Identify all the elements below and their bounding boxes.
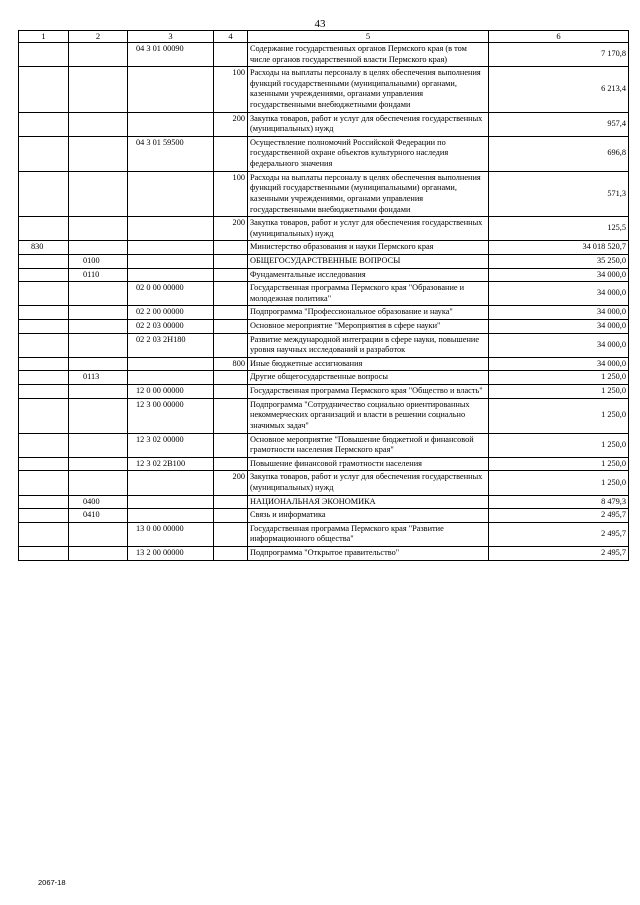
table-row [19,495,629,509]
section-code-cell [69,471,128,495]
table-row [19,306,629,320]
item-name-cell: Осуществление полномочий Российской Федерации по государственной охране объектов культурного наследия федерального значения [248,136,489,171]
ministry-code-cell [19,433,69,457]
item-name-cell: Иные бюджетные ассигнования [248,357,489,371]
item-name-cell: Развитие международной интеграции в сфере науки, повышение уровня научных исследований и разработок [248,333,489,357]
table-row [19,268,629,282]
section-code-cell [69,282,128,306]
ministry-code-cell [19,385,69,399]
target-article-cell [128,471,214,495]
ministry-code-cell [19,217,69,241]
expense-type-cell: 100 [214,67,248,112]
ministry-code-cell [19,43,69,67]
section-code-cell [69,546,128,560]
amount-cell: 34 000,0 [489,282,629,306]
section-code-cell: 0113 [69,371,128,385]
amount-cell: 1 250,0 [489,385,629,399]
target-article-cell [128,241,214,255]
section-code-cell: 0110 [69,268,128,282]
target-article-cell: 12 3 00 00000 [128,398,214,433]
ministry-code-cell [19,306,69,320]
section-code-cell [69,357,128,371]
section-code-cell [69,522,128,546]
expense-type-cell [214,457,248,471]
column-header: 2 [69,31,128,43]
ministry-code-cell [19,457,69,471]
target-article-cell: 04 3 01 59500 [128,136,214,171]
table-row [19,433,629,457]
item-name-cell: Закупка товаров, работ и услуг для обеспечения государственных (муниципальных) нужд [248,471,489,495]
table-row [19,546,629,560]
amount-cell: 34 000,0 [489,320,629,334]
amount-cell: 696,8 [489,136,629,171]
target-article-cell: 12 3 02 2В100 [128,457,214,471]
table-row [19,398,629,433]
item-name-cell: Закупка товаров, работ и услуг для обеспечения государственных (муниципальных) нужд [248,112,489,136]
budget-table [18,30,629,561]
table-row [19,333,629,357]
expense-type-cell [214,254,248,268]
section-code-cell [69,136,128,171]
target-article-cell: 12 0 00 00000 [128,385,214,399]
item-name-cell: Основное мероприятие "Мероприятия в сфере науки" [248,320,489,334]
item-name-cell: Подпрограмма "Профессиональное образование и наука" [248,306,489,320]
ministry-code-cell [19,357,69,371]
item-name-cell: ОБЩЕГОСУДАРСТВЕННЫЕ ВОПРОСЫ [248,254,489,268]
column-header: 5 [248,31,489,43]
expense-type-cell [214,546,248,560]
section-code-cell [69,67,128,112]
column-header: 6 [489,31,629,43]
target-article-cell [128,509,214,523]
amount-cell: 34 000,0 [489,268,629,282]
expense-type-cell [214,398,248,433]
section-code-cell [69,320,128,334]
ministry-code-cell [19,67,69,112]
section-code-cell [69,171,128,216]
table-row [19,522,629,546]
section-code-cell [69,333,128,357]
amount-cell: 2 495,7 [489,509,629,523]
document-code: 2067-18 [38,878,66,887]
expense-type-cell [214,241,248,255]
item-name-cell: Государственная программа Пермского края "Развитие информационного общества" [248,522,489,546]
item-name-cell: Расходы на выплаты персоналу в целях обеспечения выполнения функций государственными (муниципальными) органами, казенными учреждениями, органами управления государственными внебюджетными фондами [248,171,489,216]
table-row [19,320,629,334]
target-article-cell [128,371,214,385]
target-article-cell [128,268,214,282]
target-article-cell: 02 2 03 2Н180 [128,333,214,357]
expense-type-cell [214,320,248,334]
ministry-code-cell [19,471,69,495]
item-name-cell: Закупка товаров, работ и услуг для обеспечения государственных (муниципальных) нужд [248,217,489,241]
amount-cell: 7 170,8 [489,43,629,67]
expense-type-cell [214,385,248,399]
target-article-cell [128,495,214,509]
table-row [19,509,629,523]
target-article-cell [128,217,214,241]
item-name-cell: Другие общегосударственные вопросы [248,371,489,385]
table-row [19,254,629,268]
ministry-code-cell [19,371,69,385]
expense-type-cell [214,282,248,306]
item-name-cell: Государственная программа Пермского края "Образование и молодежная политика" [248,282,489,306]
amount-cell: 1 250,0 [489,457,629,471]
table-row [19,43,629,67]
amount-cell: 35 250,0 [489,254,629,268]
table-row [19,136,629,171]
amount-cell: 2 495,7 [489,546,629,560]
amount-cell: 571,3 [489,171,629,216]
section-code-cell [69,433,128,457]
item-name-cell: Расходы на выплаты персоналу в целях обеспечения выполнения функций государственными (муниципальными) органами, казенными учреждениями, органами управления государственными внебюджетными фондами [248,67,489,112]
expense-type-cell [214,306,248,320]
amount-cell: 125,5 [489,217,629,241]
expense-type-cell: 200 [214,217,248,241]
table-row [19,171,629,216]
table-row [19,457,629,471]
table-row [19,67,629,112]
item-name-cell: Основное мероприятие "Повышение бюджетной и финансовой грамотности населения Пермского края" [248,433,489,457]
amount-cell: 8 479,3 [489,495,629,509]
table-row [19,241,629,255]
amount-cell: 1 250,0 [489,371,629,385]
section-code-cell: 0400 [69,495,128,509]
ministry-code-cell: 830 [19,241,69,255]
expense-type-cell [214,268,248,282]
item-name-cell: НАЦИОНАЛЬНАЯ ЭКОНОМИКА [248,495,489,509]
item-name-cell: Связь и информатика [248,509,489,523]
section-code-cell [69,43,128,67]
amount-cell: 34 018 520,7 [489,241,629,255]
target-article-cell [128,67,214,112]
expense-type-cell [214,522,248,546]
ministry-code-cell [19,254,69,268]
table-row [19,282,629,306]
target-article-cell: 13 0 00 00000 [128,522,214,546]
target-article-cell [128,357,214,371]
ministry-code-cell [19,509,69,523]
page-number: 43 [314,18,326,30]
expense-type-cell: 100 [214,171,248,216]
table-row [19,385,629,399]
amount-cell: 957,4 [489,112,629,136]
amount-cell: 1 250,0 [489,471,629,495]
expense-type-cell [214,333,248,357]
item-name-cell: Повышение финансовой грамотности населения [248,457,489,471]
amount-cell: 2 495,7 [489,522,629,546]
table-row [19,357,629,371]
table-row [19,112,629,136]
ministry-code-cell [19,171,69,216]
item-name-cell: Подпрограмма "Сотрудничество социально ориентированных некоммерческих организаций и власти в решении социально значимых задач" [248,398,489,433]
expense-type-cell [214,371,248,385]
ministry-code-cell [19,546,69,560]
amount-cell: 34 000,0 [489,357,629,371]
item-name-cell: Государственная программа Пермского края "Общество и власть" [248,385,489,399]
column-header: 1 [19,31,69,43]
ministry-code-cell [19,398,69,433]
expense-type-cell [214,433,248,457]
ministry-code-cell [19,282,69,306]
table-row [19,217,629,241]
target-article-cell: 04 3 01 00090 [128,43,214,67]
ministry-code-cell [19,333,69,357]
expense-type-cell [214,495,248,509]
table-row [19,371,629,385]
section-code-cell [69,385,128,399]
section-code-cell [69,241,128,255]
section-code-cell [69,112,128,136]
ministry-code-cell [19,522,69,546]
target-article-cell [128,112,214,136]
target-article-cell: 02 0 00 00000 [128,282,214,306]
target-article-cell: 12 3 02 00000 [128,433,214,457]
table-row [19,471,629,495]
section-code-cell [69,306,128,320]
expense-type-cell: 800 [214,357,248,371]
expense-type-cell: 200 [214,112,248,136]
amount-cell: 1 250,0 [489,433,629,457]
item-name-cell: Министерство образования и науки Пермского края [248,241,489,255]
amount-cell: 34 000,0 [489,306,629,320]
expense-type-cell [214,136,248,171]
ministry-code-cell [19,268,69,282]
ministry-code-cell [19,112,69,136]
amount-cell: 6 213,4 [489,67,629,112]
section-code-cell: 0410 [69,509,128,523]
target-article-cell: 02 2 00 00000 [128,306,214,320]
expense-type-cell: 200 [214,471,248,495]
column-header: 3 [128,31,214,43]
ministry-code-cell [19,495,69,509]
expense-type-cell [214,43,248,67]
item-name-cell: Фундаментальные исследования [248,268,489,282]
section-code-cell [69,398,128,433]
target-article-cell [128,254,214,268]
target-article-cell: 02 2 03 00000 [128,320,214,334]
column-header: 4 [214,31,248,43]
section-code-cell [69,457,128,471]
target-article-cell: 13 2 00 00000 [128,546,214,560]
section-code-cell [69,217,128,241]
amount-cell: 34 000,0 [489,333,629,357]
column-number-row [19,31,629,43]
section-code-cell: 0100 [69,254,128,268]
amount-cell: 1 250,0 [489,398,629,433]
item-name-cell: Подпрограмма "Открытое правительство" [248,546,489,560]
ministry-code-cell [19,320,69,334]
expense-type-cell [214,509,248,523]
target-article-cell [128,171,214,216]
ministry-code-cell [19,136,69,171]
item-name-cell: Содержание государственных органов Пермского края (в том числе органов государственной власти Пермского края) [248,43,489,67]
